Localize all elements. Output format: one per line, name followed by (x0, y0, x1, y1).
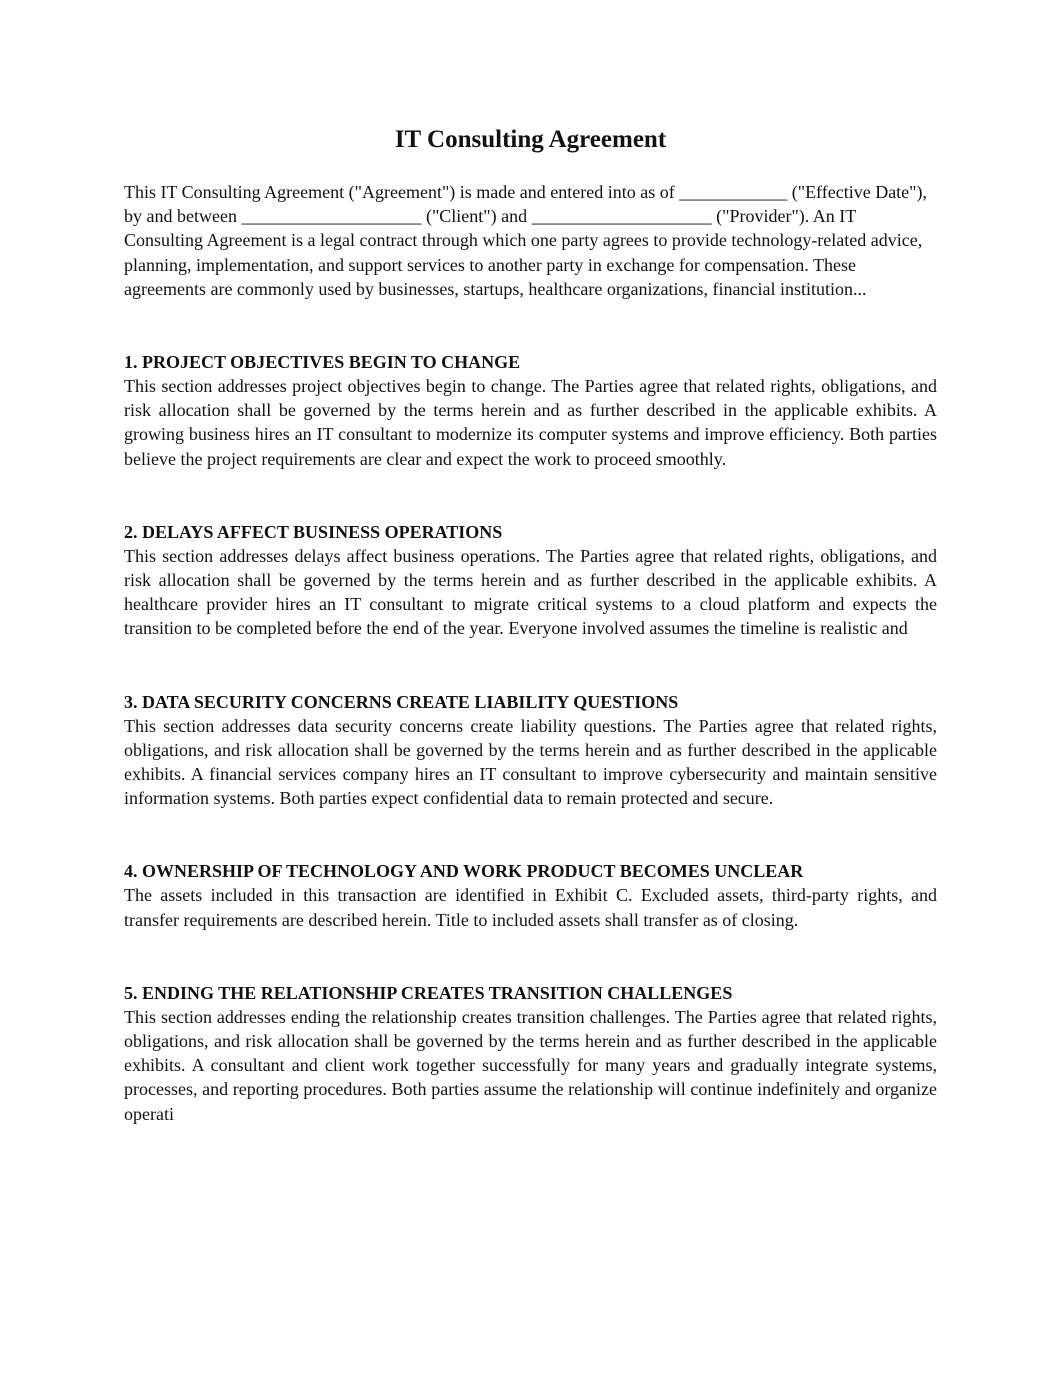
section-body: This section addresses project objectives begin to change. The Parties agree that related rights, obligations, and risk allocation shall be governed by the terms herein and as further described in the applicable exhibits. A growing business hires an IT consultant to modernize its computer systems and improve efficiency. Both parties believe the project requirements are clear and expect the work to proceed smoothly. (124, 376, 937, 469)
document-title: IT Consulting Agreement (394, 126, 667, 153)
section-1 (124, 350, 937, 471)
intro-paragraph: This IT Consulting Agreement ("Agreement") is made and entered into as of ____________ ("Effective Date"), by and between ____________________ ("Client") and ____________________ ("Provider"). An IT Consulting Agreement is a legal contract through which one party agrees to provide technology-related advice, planning, implementation, and support services to another party in exchange for compensation. These agreements are commonly used by businesses, startups, healthcare organizations, financial institution... (124, 182, 928, 299)
section-4 (124, 859, 937, 931)
section-heading: 3. DATA SECURITY CONCERNS CREATE LIABILITY QUESTIONS (124, 691, 679, 712)
section-body: This section addresses data security concerns create liability questions. The Parties agree that related rights, obligations, and risk allocation shall be governed by the terms herein and as further described in the applicable exhibits. A financial services company hires an IT consultant to improve cybersecurity and maintain sensitive information systems. Both parties expect confidential data to remain protected and secure. (124, 715, 937, 809)
section-body: The assets included in this transaction are identified in Exhibit C. Excluded assets, third-party rights, and transfer requirements are described herein. Title to included assets shall transfer as of closing. (124, 885, 937, 930)
section-heading: 2. DELAYS AFFECT BUSINESS OPERATIONS (124, 521, 503, 542)
document-content (124, 120, 937, 1126)
section-body: This section addresses delays affect business operations. The Parties agree that related rights, obligations, and risk allocation shall be governed by the terms herein and as further described in the applicable exhibits. A healthcare provider hires an IT consultant to migrate critical systems to a cloud platform and expects the transition to be completed before the end of the year. Everyone involved assumes the timeline is realistic and (124, 545, 937, 639)
section-body: This section addresses ending the relationship creates transition challenges. The Parties agree that related rights, obligations, and risk allocation shall be governed by the terms herein and as further described in the applicable exhibits. A consultant and client work together successfully for many years and gradually integrate systems, processes, and reporting procedures. Both parties assume the relationship will continue indefinitely and organize operati (124, 1006, 937, 1124)
section-5 (124, 981, 937, 1126)
section-2 (124, 520, 937, 641)
section-heading: 4. OWNERSHIP OF TECHNOLOGY AND WORK PRODUCT BECOMES UNCLEAR (124, 861, 804, 882)
section-heading: 5. ENDING THE RELATIONSHIP CREATES TRANSITION CHALLENGES (124, 982, 733, 1003)
section-heading: 1. PROJECT OBJECTIVES BEGIN TO CHANGE (124, 352, 521, 373)
section-3 (124, 690, 937, 811)
